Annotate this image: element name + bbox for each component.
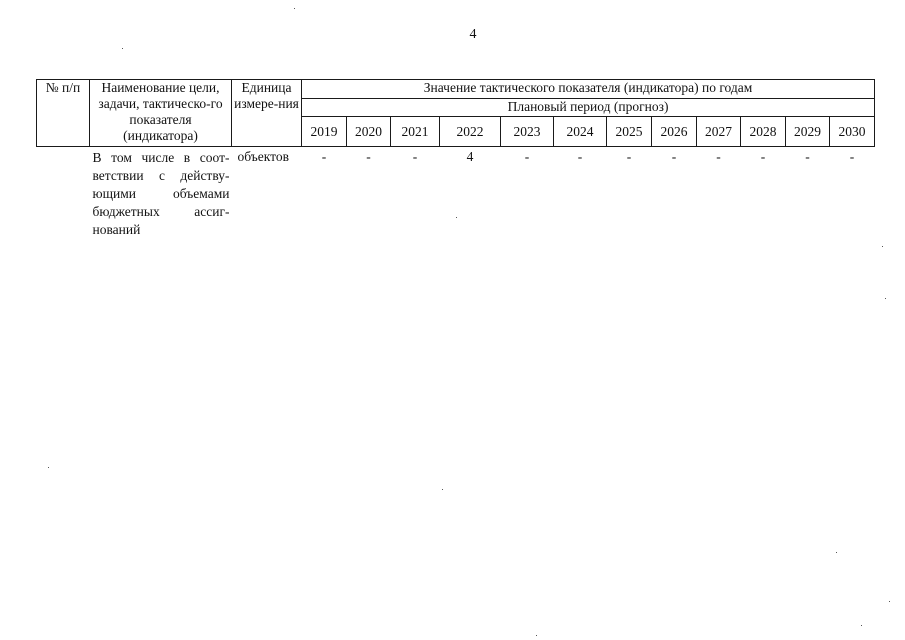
scan-speck <box>885 298 886 299</box>
header-name: Наименование цели, задачи, тактическо-го показателя (индикатора) <box>90 80 232 147</box>
scan-speck <box>882 246 883 247</box>
scan-speck <box>861 625 862 626</box>
header-period-group: Плановый период (прогноз) <box>302 98 875 117</box>
header-year: 2021 <box>391 117 440 147</box>
table-row <box>37 147 875 240</box>
page-number: 4 <box>469 27 477 42</box>
header-year: 2024 <box>554 117 607 147</box>
row-value: - <box>577 149 583 164</box>
header-year: 2027 <box>697 117 741 147</box>
header-values-group: Значение тактического показателя (индикатора) по годам <box>302 80 875 99</box>
row-value: - <box>849 149 855 164</box>
header-year: 2020 <box>347 117 391 147</box>
row-value: - <box>321 149 327 164</box>
table-header <box>37 80 875 147</box>
header-number: № п/п <box>37 80 90 147</box>
scan-speck <box>889 601 890 602</box>
row-name: В том числе в соот-ветствии с действу-ющими объемами бюджетных ассиг-нований <box>92 150 230 237</box>
header-year: 2019 <box>302 117 347 147</box>
header-year: 2029 <box>786 117 830 147</box>
indicator-table <box>36 79 875 239</box>
header-year: 2025 <box>607 117 652 147</box>
scan-speck <box>456 217 457 218</box>
scan-speck <box>48 467 49 468</box>
header-year: 2023 <box>501 117 554 147</box>
scan-speck <box>836 552 837 553</box>
header-year: 2028 <box>741 117 786 147</box>
row-value: 4 <box>466 149 474 164</box>
scan-speck <box>442 489 443 490</box>
row-value: - <box>760 149 766 164</box>
row-value: - <box>524 149 530 164</box>
header-year: 2022 <box>440 117 501 147</box>
row-number <box>37 147 90 240</box>
scan-speck <box>122 48 123 49</box>
scan-speck <box>294 8 295 9</box>
row-value: - <box>626 149 632 164</box>
row-unit: объектов <box>237 149 289 164</box>
row-value: - <box>366 149 371 164</box>
row-value: - <box>716 149 721 164</box>
row-value: - <box>412 149 418 164</box>
row-value: - <box>671 149 677 164</box>
header-year: 2030 <box>830 117 875 147</box>
row-value: - <box>805 149 810 164</box>
header-year: 2026 <box>652 117 697 147</box>
header-unit: Единица измере-ния <box>232 80 302 147</box>
scan-speck <box>536 635 537 636</box>
